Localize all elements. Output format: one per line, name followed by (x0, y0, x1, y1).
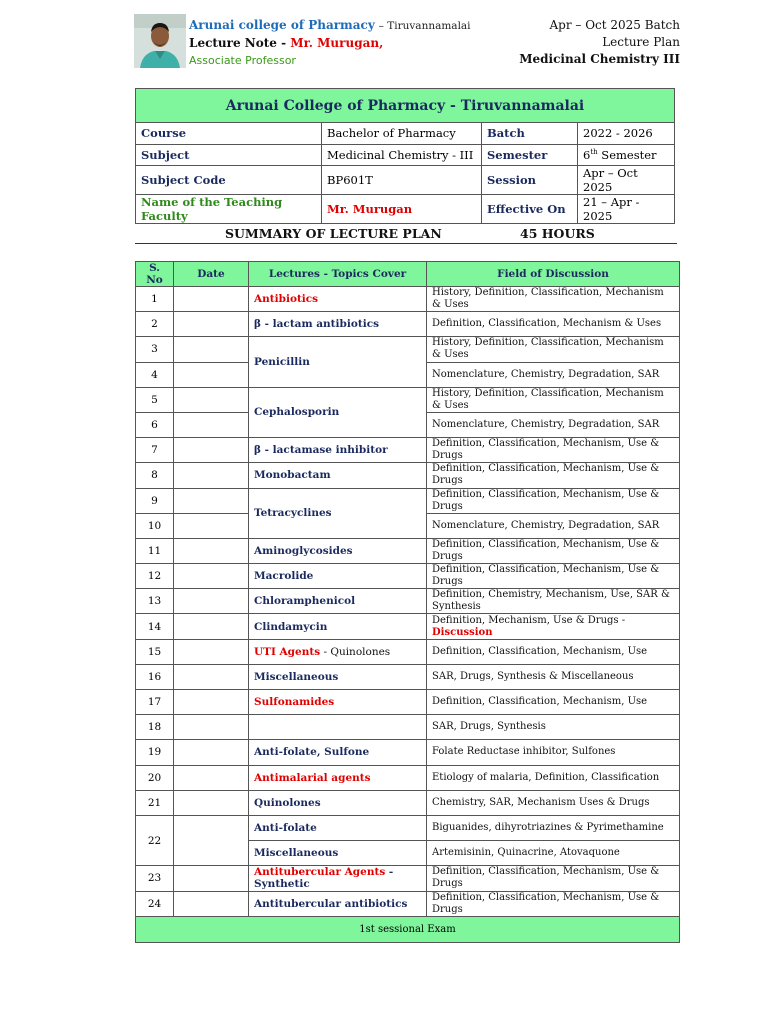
row-sno: 20 (136, 765, 174, 790)
row-field: History, Definition, Classification, Mechanism & Uses (427, 387, 680, 412)
row-field: Definition, Chemistry, Mechanism, Use, SAR & Synthesis (427, 589, 680, 614)
row-topic: Anti-folate, Sulfone (249, 740, 427, 765)
row-sno: 16 (136, 664, 174, 689)
table-row (136, 790, 680, 815)
semester-label: Semester (482, 144, 578, 166)
lecture-plan-table (135, 261, 680, 943)
row-topic: Miscellaneous (249, 841, 427, 866)
row-date (174, 287, 249, 312)
row-field: Folate Reductase inhibitor, Sulfones (427, 740, 680, 765)
row-topic: Clindamycin (249, 614, 427, 639)
lecture-note-label: Lecture Note - (189, 36, 291, 50)
row-date (174, 337, 249, 362)
row-date (174, 589, 249, 614)
effective-value: 21 – Apr - 2025 (578, 195, 675, 224)
row-date (174, 513, 249, 538)
row-sno: 8 (136, 463, 174, 488)
faculty-label: Name of the Teaching Faculty (136, 195, 322, 224)
row-topic: Cephalosporin (249, 387, 427, 437)
row-field: Chemistry, SAR, Mechanism Uses & Drugs (427, 790, 680, 815)
row-topic: Quinolones (249, 790, 427, 815)
topic-main: Antitubercular Agents (254, 866, 386, 879)
subject-title: Medicinal Chemistry III (519, 52, 680, 66)
row-topic: Antitubercular antibiotics (249, 891, 427, 916)
row-topic: Tetracyclines (249, 488, 427, 538)
row-date (174, 790, 249, 815)
row-field: Definition, Classification, Mechanism, Use & Drugs (427, 438, 680, 463)
row-sno: 14 (136, 614, 174, 639)
sessional-exam-label: 1st sessional Exam (136, 916, 680, 942)
table-row (136, 740, 680, 765)
row-topic: Penicillin (249, 337, 427, 387)
batch-value: 2022 - 2026 (578, 123, 675, 145)
doc-type: Lecture Plan (602, 35, 680, 49)
row-field: Nomenclature, Chemistry, Degradation, SAR (427, 362, 680, 387)
row-topic (249, 639, 427, 664)
row-date (174, 488, 249, 513)
row-topic: Anti-folate (249, 815, 427, 840)
field-text: Definition, Mechanism, Use & Drugs - (432, 614, 626, 626)
row-sno: 10 (136, 513, 174, 538)
course-value: Bachelor of Pharmacy (322, 123, 482, 145)
header-date: Date (174, 262, 249, 287)
row-field: Definition, Classification, Mechanism, Use (427, 690, 680, 715)
info-title: Arunai College of Pharmacy - Tiruvannamalai (136, 89, 675, 123)
row-topic: Chloramphenicol (249, 589, 427, 614)
college-name: Arunai college of Pharmacy (189, 18, 375, 32)
table-row (136, 815, 680, 840)
row-field: Artemisinin, Quinacrine, Atovaquone (427, 841, 680, 866)
row-sno: 17 (136, 690, 174, 715)
row-field: Definition, Classification, Mechanism, Use & Drugs (427, 488, 680, 513)
effective-label: Effective On (482, 195, 578, 224)
row-field: Definition, Classification, Mechanism, Use & Drugs (427, 463, 680, 488)
code-label: Subject Code (136, 166, 322, 195)
row-sno: 18 (136, 715, 174, 740)
row-field: Etiology of malaria, Definition, Classification (427, 765, 680, 790)
table-row (136, 538, 680, 563)
faculty-value: Mr. Murugan (322, 195, 482, 224)
header-sno: S. No (136, 262, 174, 287)
row-date (174, 639, 249, 664)
row-date (174, 438, 249, 463)
course-info-table (135, 88, 675, 224)
summary-line (135, 226, 677, 244)
table-row (136, 664, 680, 689)
row-date (174, 715, 249, 740)
row-topic: Miscellaneous (249, 664, 427, 689)
summary-title: SUMMARY OF LECTURE PLAN (225, 226, 442, 241)
table-row (136, 891, 680, 916)
row-sno: 7 (136, 438, 174, 463)
topic-main: UTI Agents (254, 645, 321, 658)
row-date (174, 664, 249, 689)
row-field: Biguanides, dihyrotriazines & Pyrimethamine (427, 815, 680, 840)
row-sno: 9 (136, 488, 174, 513)
table-row (136, 564, 680, 589)
row-topic: Antimalarial agents (249, 765, 427, 790)
row-date (174, 387, 249, 412)
header-right (519, 17, 680, 68)
table-row (136, 715, 680, 740)
batch-label: Batch (482, 123, 578, 145)
row-sno: 3 (136, 337, 174, 362)
topic-sub: - Quinolones (320, 645, 391, 658)
row-field: SAR, Drugs, Synthesis & Miscellaneous (427, 664, 680, 689)
row-field: Nomenclature, Chemistry, Degradation, SAR (427, 412, 680, 437)
table-row (136, 765, 680, 790)
table-row (136, 438, 680, 463)
row-topic: Monobactam (249, 463, 427, 488)
semester-number: 6 (583, 147, 591, 162)
row-date (174, 564, 249, 589)
row-date (174, 362, 249, 387)
row-sno: 15 (136, 639, 174, 664)
table-row (136, 337, 680, 362)
row-field: Definition, Classification, Mechanism, Use & Drugs (427, 564, 680, 589)
row-date (174, 740, 249, 765)
code-value: BP601T (322, 166, 482, 195)
row-field: Definition, Classification, Mechanism & Uses (427, 312, 680, 337)
header-topics: Lectures - Topics Cover (249, 262, 427, 287)
row-date (174, 538, 249, 563)
table-row (136, 463, 680, 488)
table-row (136, 614, 680, 639)
semester-word: Semester (597, 147, 657, 162)
row-date (174, 866, 249, 891)
table-row (136, 866, 680, 891)
semester-suffix: th (590, 147, 598, 156)
row-sno: 13 (136, 589, 174, 614)
semester-value (578, 144, 675, 166)
session-value: Apr – Oct 2025 (578, 166, 675, 195)
row-field: Definition, Classification, Mechanism, Use & Drugs (427, 866, 680, 891)
row-date (174, 765, 249, 790)
row-sno: 5 (136, 387, 174, 412)
avatar (134, 14, 186, 68)
row-sno: 22 (136, 815, 174, 865)
row-sno: 4 (136, 362, 174, 387)
row-sno: 23 (136, 866, 174, 891)
row-date (174, 891, 249, 916)
row-topic: β - lactam antibiotics (249, 312, 427, 337)
table-row (136, 488, 680, 513)
row-sno: 21 (136, 790, 174, 815)
college-town: – Tiruvannamalai (378, 20, 471, 32)
row-field: Definition, Classification, Mechanism, Use (427, 639, 680, 664)
row-field: Definition, Classification, Mechanism, Use & Drugs (427, 538, 680, 563)
row-date (174, 412, 249, 437)
person-photo-icon (134, 14, 186, 68)
designation: Associate Professor (189, 54, 296, 67)
page-header (134, 14, 680, 70)
batch-text: Apr – Oct 2025 Batch (549, 18, 680, 32)
table-row (136, 387, 680, 412)
row-field: Nomenclature, Chemistry, Degradation, SAR (427, 513, 680, 538)
row-topic (249, 866, 427, 891)
row-topic: Sulfonamides (249, 690, 427, 715)
row-field: Definition, Classification, Mechanism, Use & Drugs (427, 891, 680, 916)
row-field (427, 614, 680, 639)
row-field: SAR, Drugs, Synthesis (427, 715, 680, 740)
table-row (136, 589, 680, 614)
table-header-row (136, 262, 680, 287)
row-topic: Aminoglycosides (249, 538, 427, 563)
subject-label: Subject (136, 144, 322, 166)
table-row (136, 287, 680, 312)
table-footer-row (136, 916, 680, 942)
row-sno: 11 (136, 538, 174, 563)
row-sno: 19 (136, 740, 174, 765)
row-date (174, 312, 249, 337)
row-topic: Macrolide (249, 564, 427, 589)
table-row (136, 690, 680, 715)
row-sno: 1 (136, 287, 174, 312)
row-sno: 2 (136, 312, 174, 337)
row-date (174, 690, 249, 715)
row-field: History, Definition, Classification, Mechanism & Uses (427, 287, 680, 312)
row-topic: Antibiotics (249, 287, 427, 312)
summary-hours: 45 HOURS (520, 226, 595, 241)
session-label: Session (482, 166, 578, 195)
lecturer-name: Mr. Murugan, (290, 36, 384, 50)
header-field: Field of Discussion (427, 262, 680, 287)
row-date (174, 614, 249, 639)
table-row (136, 312, 680, 337)
row-sno: 12 (136, 564, 174, 589)
row-sno: 24 (136, 891, 174, 916)
row-topic: β - lactamase inhibitor (249, 438, 427, 463)
topic-sub: - Synthetic (254, 866, 394, 891)
course-label: Course (136, 123, 322, 145)
discussion-tag: Discussion (432, 626, 493, 638)
row-topic (249, 715, 427, 740)
row-sno: 6 (136, 412, 174, 437)
header-left (189, 17, 471, 69)
row-date (174, 463, 249, 488)
row-field: History, Definition, Classification, Mechanism & Uses (427, 337, 680, 362)
table-row (136, 639, 680, 664)
subject-value: Medicinal Chemistry - III (322, 144, 482, 166)
row-date (174, 815, 249, 865)
